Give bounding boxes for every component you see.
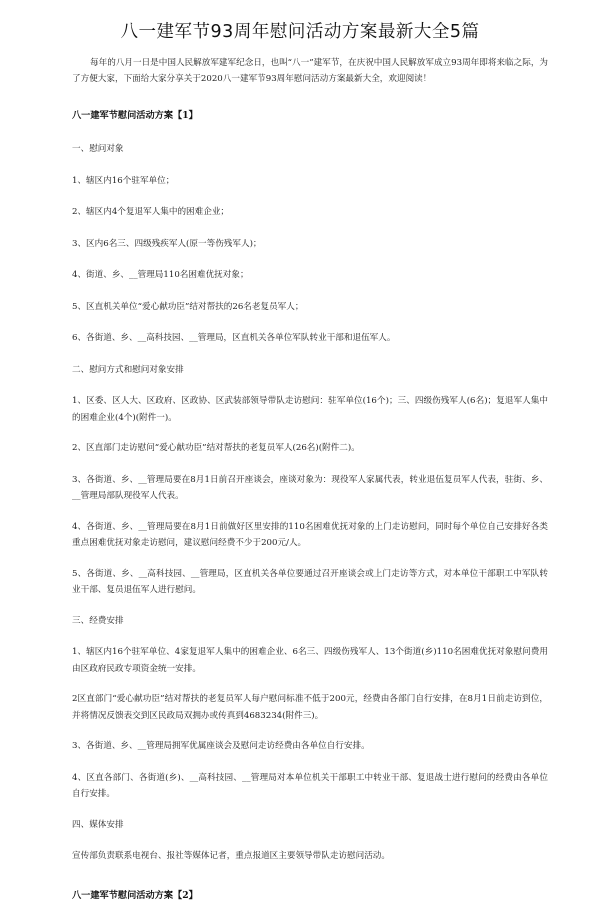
document-title: 八一建军节93周年慰问活动方案最新大全5篇 — [120, 22, 480, 42]
subheading-methods: 二、慰问方式和慰问对象安排 — [72, 364, 184, 375]
subheading-funding: 三、经费安排 — [72, 615, 124, 626]
list-item: 3、区内6名三、四级残疾军人(原一等伤残军人)； — [72, 238, 262, 249]
section-heading-1: 八一建军节慰问活动方案【1】 — [72, 110, 198, 121]
list-item: 2、辖区内4个复退军人集中的困难企业； — [72, 207, 230, 217]
list-item: 1、辖区内16个驻军单位； — [72, 175, 175, 186]
list-item: 4、各街道、乡、__管理局要在8月1日前做好区里安排的110名困难优抚对象的上门走访慰问，同时每个单位自己安排好各类重点困难优抚对象走访慰问，建议慰问经费不少于200元/人。 — [72, 521, 548, 548]
list-item: 1、区委、区人大、区政府、区政协、区武装部领导带队走访慰问：驻军单位(16个)；三、四级伤残军人(6名)；复退军人集中的困难企业(4个)(附件一)。 — [72, 396, 548, 423]
intro-paragraph: 每年的八月一日是中国人民解放军建军纪念日，也叫“八一”建军节，在庆祝中国人民解放军成立93周年即将来临之际，为了方便大家，下面给大家分享关于2020八一建军节93周年慰问活动方案最新大全，欢迎阅读！ — [72, 58, 549, 84]
list-item: 2、区直部门走访慰问“爱心献功臣”结对帮扶的老复员军人(26名)(附件二)。 — [72, 443, 360, 453]
list-item: 1、辖区内16个驻军单位、4家复退军人集中的困难企业、6名三、四级伤残军人、13个街道(乡)110名困难优抚对象慰问费用由区政府民政专项资金统一安排。 — [72, 647, 548, 674]
section-heading-2: 八一建军节慰问活动方案【2】 — [72, 889, 198, 901]
subheading-media: 四、媒体安排 — [72, 819, 124, 830]
list-item: 4、街道、乡、__管理局110名困难优抚对象； — [72, 270, 249, 280]
list-item: 宣传部负责联系电视台、报社等媒体记者，重点报道区主要领导带队走访慰问活动。 — [72, 851, 390, 861]
list-item: 3、各街道、乡、__管理局要在8月1日前召开座谈会，座谈对象为：现役军人家属代表，转业退伍复员军人代表，驻街、乡、__管理局部队现役军人代表。 — [72, 474, 548, 501]
subheading-targets: 一、慰问对象 — [72, 144, 124, 154]
list-item: 6、各街道、乡、__高科技园、__管理局，区直机关各单位军队转业干部和退伍军人。 — [72, 333, 396, 343]
list-item: 5、各街道、乡、__高科技园、__管理局，区直机关各单位要通过召开座谈会或上门走访等方式，对本单位干部职工中军队转业干部、复员退伍军人进行慰问。 — [72, 568, 548, 595]
list-item: 2区直部门“爱心献功臣”结对帮扶的老复员军人每户慰问标准不低于200元，经费由各部门自行安排，在8月1日前走访到位，并将情况反馈表交到区民政局双拥办或传真到4683234(附件三)。 — [72, 694, 548, 721]
list-item: 3、各街道、乡、__管理局拥军优属座谈会及慰问走访经费由各单位自行安排。 — [72, 741, 370, 751]
list-item: 5、区直机关单位“爱心献功臣”结对帮扶的26名老复员军人； — [72, 301, 304, 312]
list-item: 4、区直各部门、各街道(乡)、__高科技园、__管理局对本单位机关干部职工中转业干部、复退战士进行慰问的经费由各单位自行安排。 — [72, 772, 548, 799]
